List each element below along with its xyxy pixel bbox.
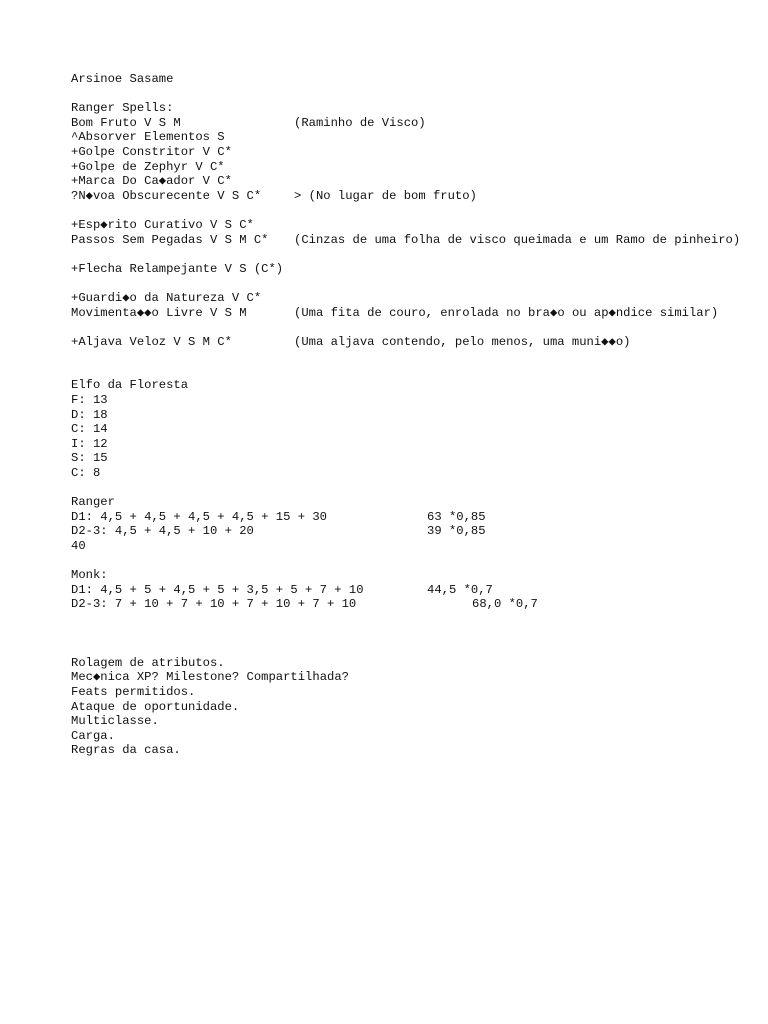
calc-result: 39 *0,85	[427, 524, 486, 539]
spell-name: ^Absorver Elementos S	[71, 130, 225, 145]
attribute-item: C: 8	[71, 466, 101, 481]
spell-name: Bom Fruto V S M	[71, 115, 181, 130]
calc-result: 44,5 *0,7	[427, 582, 493, 597]
spell-item	[71, 174, 751, 189]
checklist-item: Ataque de oportunidade.	[71, 699, 240, 714]
attribute-item: D: 18	[71, 407, 108, 422]
spell-name: +Guardi◆o da Natureza V C*	[71, 290, 262, 305]
calc-formula: D1: 4,5 + 5 + 4,5 + 5 + 3,5 + 5 + 7 + 10	[71, 582, 364, 597]
spell-name: Passos Sem Pegadas V S M C*	[71, 232, 269, 247]
calc-row	[71, 597, 751, 612]
spell-list-group-1	[71, 116, 751, 204]
attribute-list	[71, 393, 751, 481]
spell-note: (Uma fita de couro, enrolada no bra◆o ou ap◆ndice similar)	[294, 305, 719, 320]
spell-name: +Golpe Constritor V C*	[71, 144, 232, 159]
document-page	[71, 72, 751, 758]
spell-list-group-4	[71, 291, 751, 320]
spell-item	[71, 189, 751, 204]
race-label: Elfo da Floresta	[71, 378, 189, 393]
spell-name: +Aljava Veloz V S M C*	[71, 334, 232, 349]
spell-item	[71, 130, 751, 145]
attribute-item: S: 15	[71, 451, 108, 466]
calc-formula: D2-3: 4,5 + 4,5 + 10 + 20	[71, 524, 254, 539]
spell-name: ?N◆voa Obscurecente V S C*	[71, 188, 262, 203]
spell-note	[294, 160, 751, 175]
spell-list-group-3	[71, 262, 751, 277]
spell-note: > (No lugar de bom fruto)	[294, 188, 477, 203]
spell-name: Movimenta◆◆o Livre V S M	[71, 305, 247, 320]
spell-item	[71, 291, 751, 306]
spell-item	[71, 335, 751, 350]
checklist-item: Mec◆nica XP? Milestone? Compartilhada?	[71, 670, 349, 685]
spell-item	[71, 145, 751, 160]
calc-formula: D2-3: 7 + 10 + 7 + 10 + 7 + 10 + 7 + 10	[71, 597, 357, 612]
spell-list-group-2	[71, 218, 751, 247]
checklist-item: Feats permitidos.	[71, 684, 196, 699]
attribute-item: I: 12	[71, 436, 108, 451]
calc-row	[71, 583, 751, 598]
spell-item	[71, 160, 751, 175]
spell-item	[71, 218, 751, 233]
attribute-item: F: 13	[71, 393, 108, 408]
spell-item	[71, 116, 751, 131]
ranger-calculation	[71, 495, 751, 553]
spell-name: +Golpe de Zephyr V C*	[71, 159, 225, 174]
monk-label: Monk:	[71, 568, 108, 583]
spell-name: +Marca Do Ca◆ador V C*	[71, 174, 232, 189]
spell-note	[294, 174, 751, 189]
calc-row	[71, 510, 751, 525]
spell-note	[294, 291, 751, 306]
spell-item	[71, 306, 751, 321]
attribute-item: C: 14	[71, 422, 108, 437]
calc-formula: D1: 4,5 + 4,5 + 4,5 + 4,5 + 15 + 30	[71, 509, 327, 524]
character-name: Arsinoe Sasame	[71, 72, 174, 86]
monk-calculation	[71, 568, 751, 612]
spell-note	[294, 130, 751, 145]
checklist	[71, 656, 751, 758]
calc-extra: 40	[71, 539, 86, 553]
calc-result: 68,0 *0,7	[472, 597, 538, 612]
calc-row	[71, 524, 751, 539]
checklist-item: Regras da casa.	[71, 743, 181, 758]
spells-header: Ranger Spells:	[71, 101, 174, 116]
spell-note: (Cinzas de uma folha de visco queimada e um Ramo de pinheiro)	[294, 232, 741, 247]
spell-note	[294, 218, 751, 233]
spell-name: +Flecha Relampejante V S (C*)	[71, 261, 284, 276]
spell-note: (Uma aljava contendo, pelo menos, uma muni◆◆o)	[294, 334, 631, 349]
spell-list-group-5	[71, 335, 751, 350]
spell-item	[71, 262, 751, 277]
spell-item	[71, 233, 751, 248]
checklist-item: Rolagem de atributos.	[71, 655, 225, 670]
spell-note	[294, 145, 751, 160]
spell-name: +Esp◆rito Curativo V S C*	[71, 217, 254, 232]
spell-note: (Raminho de Visco)	[294, 115, 426, 130]
calc-result: 63 *0,85	[427, 509, 486, 524]
checklist-item: Multiclasse.	[71, 714, 159, 729]
checklist-item: Carga.	[71, 728, 115, 743]
ranger-label: Ranger	[71, 495, 115, 510]
